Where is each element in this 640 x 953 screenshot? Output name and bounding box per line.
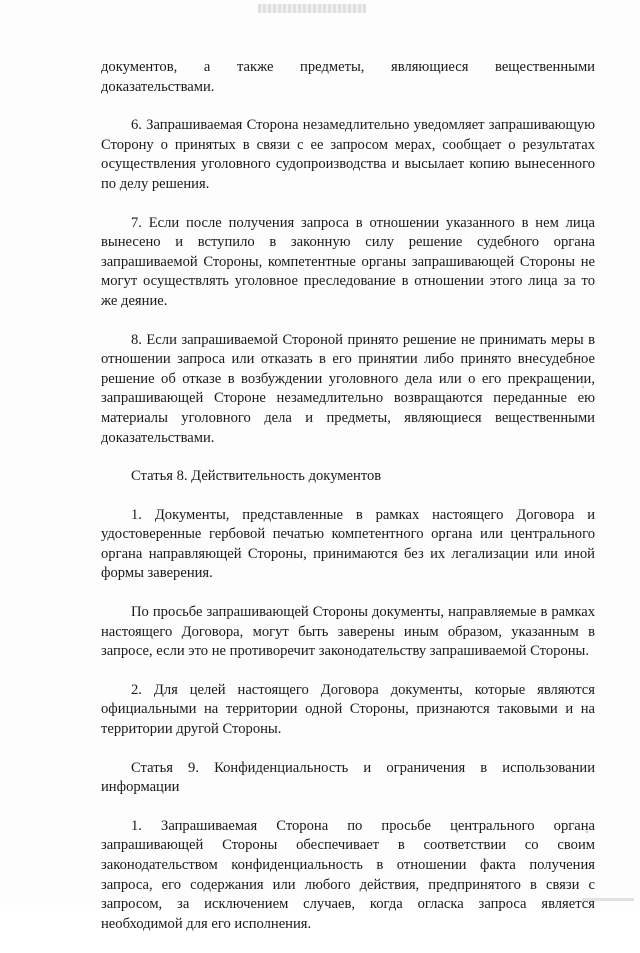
document-body [101, 58, 595, 953]
article-9-paragraph-1: 1. Запрашиваемая Сторона по просьбе центрального органа запрашивающей Стороны обеспечивает в соответствии со своим законодательством конфиденциальность в отношении факта получения запроса, его содержания или любого действия, предпринятого в связи с запросом, за исключением случаев, когда огласка запроса является необходимой для его исполнения. [101, 817, 595, 932]
article-9-heading: Статья 9. Конфиденциальность и ограничения в использовании информации [101, 759, 595, 796]
paragraph-item-6: 6. Запрашиваемая Сторона незамедлительно уведомляет запрашивающую Сторону о принятых в связи с ее запросом мерах, сообщает о результатах осуществления уголовного судопроизводства и высылает копию вынесенного по делу решения. [101, 117, 595, 192]
article-8-paragraph-2: 2. Для целей настоящего Договора документы, которые являются официальными на территории одной Стороны, признаются таковыми и на территории другой Стороны. [101, 681, 595, 738]
paragraph-item-8: 8. Если запрашиваемой Стороной принято решение не принимать меры в отношении запроса или отказать в его принятии либо принято внесудебное решение об отказе в возбуждении уголовного дела или о его прекращении, запрашивающей Стороне незамедлительно возвращаются переданные ею материалы уголовного дела и предметы, являющиеся вещественными доказательствами. [101, 331, 595, 446]
scan-artifact-top [258, 4, 366, 13]
paragraph-item-7: 7. Если после получения запроса в отношении указанного в нем лица вынесено и вступило в законную силу решение судебного органа запрашиваемой Стороны, компетентные органы запрашивающей Стороны не могут осуществлять уголовное преследование в отношении этого лица за то же деяние. [101, 214, 595, 309]
article-8-heading: Статья 8. Действительность документов [131, 468, 382, 485]
article-8-paragraph-request: По просьбе запрашивающей Стороны документы, направляемые в рамках настоящего Договора, могут быть заверены иным образом, указанным в запросе, если это не противоречит законодательству запрашиваемой Стороны. [101, 604, 595, 660]
paragraph-continuation: документов, а также предметы, являющиеся вещественными доказательствами. [101, 59, 595, 95]
article-8-paragraph-1: 1. Документы, представленные в рамках настоящего Договора и удостоверенные гербовой печатью компетентного органа или центрального органа направляющей Стороны, принимаются без их легализации или иной формы заверения. [101, 506, 595, 582]
